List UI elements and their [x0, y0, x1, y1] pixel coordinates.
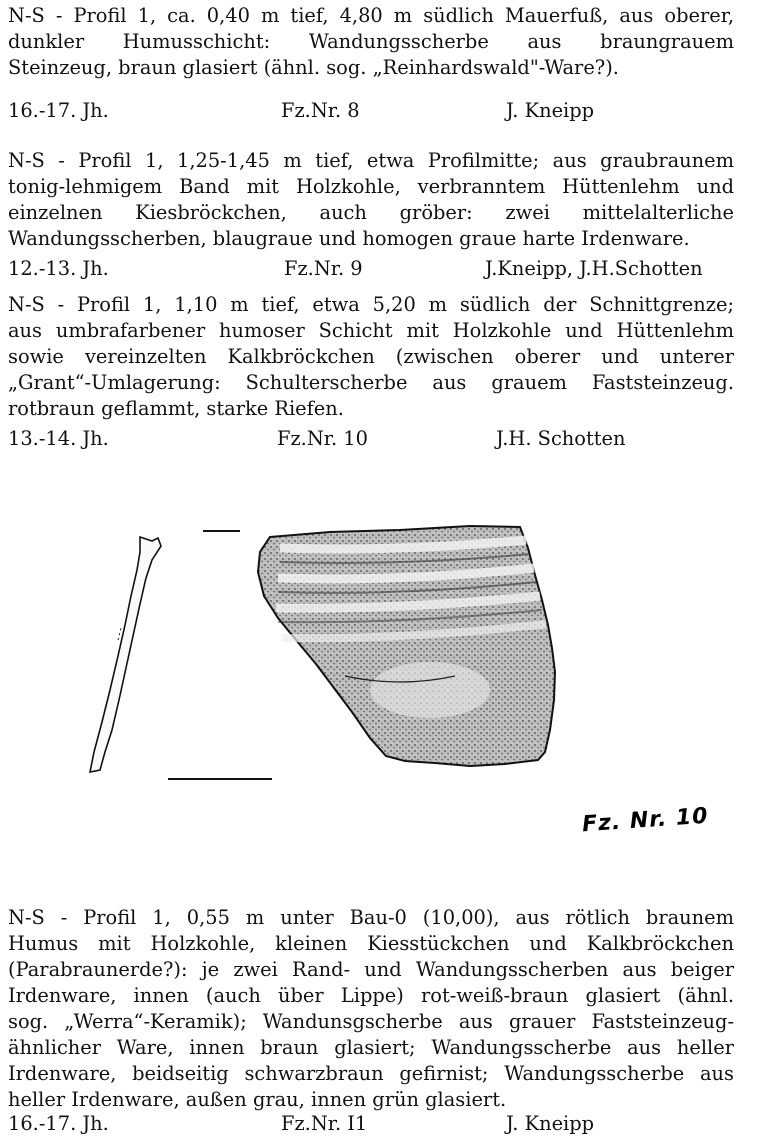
entry-1-author: J. Kneipp [506, 99, 595, 122]
entry-2-author: J.Kneipp, J.H.Schotten [485, 257, 703, 280]
entry-3-date: 13.-14. Jh. [8, 427, 109, 450]
entry-2-line-4: Wandungsscherben, blaugraue und homogen graue harte Irdenware. [8, 227, 690, 250]
entry-3-meta [8, 426, 748, 452]
entry-3-line-4: „Grant“-Umlagerung: Schulterscherbe aus grauem Faststeinzeug. [8, 371, 734, 394]
entry-2-fz: Fz.Nr. 9 [284, 257, 363, 280]
entry-3-line-3: sowie vereinzelten Kalkbröckchen (zwischen oberer und unterer [8, 345, 734, 368]
entry-3-fz: Fz.Nr. 10 [277, 427, 368, 450]
entry-4-line-6: ähnlicher Ware, innen braun glasiert; Wandungsscherbe aus heller [8, 1036, 734, 1059]
entry-4-text [8, 905, 734, 1113]
entry-4-line-4: Irdenware, innen (auch über Lippe) rot-weiß-braun glasiert (ähnl. [8, 984, 734, 1007]
entry-2-line-2: tonig-lehmigem Band mit Holzkohle, verbranntem Hüttenlehm und [8, 175, 734, 198]
sherd-drawing-figure [0, 500, 768, 860]
entry-4-fz: Fz.Nr. I1 [281, 1112, 368, 1135]
handwritten-find-number: Fz. Nr. 10 [581, 803, 710, 838]
sherd-drawing [0, 500, 768, 860]
entry-3-line-2: aus umbrafarbener humoser Schicht mit Holzkohle und Hüttenlehm [8, 319, 734, 342]
entry-1-meta [8, 98, 748, 124]
entry-2-line-1: N-S - Profil 1, 1,25-1,45 m tief, etwa Profilmitte; aus graubraunem [8, 149, 734, 172]
entry-1-line-1: N-S - Profil 1, ca. 0,40 m tief, 4,80 m südlich Mauerfuß, aus oberer, [8, 4, 734, 27]
entry-4-line-3: (Parabraunerde?): je zwei Rand- und Wandungsscherben aus beiger [8, 958, 734, 981]
entry-1-date: 16.-17. Jh. [8, 99, 109, 122]
entry-4-date: 16.-17. Jh. [8, 1112, 109, 1135]
entry-4-author: J. Kneipp [506, 1112, 595, 1135]
entry-3-line-1: N-S - Profil 1, 1,10 m tief, etwa 5,20 m südlich der Schnittgrenze; [8, 293, 734, 316]
entry-2-text [8, 148, 734, 252]
entry-4-meta [8, 1111, 748, 1137]
entry-1-fz: Fz.Nr. 8 [281, 99, 360, 122]
entry-4-line-8: heller Irdenware, außen grau, innen grün glasiert. [8, 1088, 507, 1111]
entry-4-line-2: Humus mit Holzkohle, kleinen Kiesstückchen und Kalkbröckchen [8, 932, 734, 955]
entry-1-text [8, 3, 734, 81]
entry-3-author: J.H. Schotten [496, 427, 626, 450]
entry-2-meta [8, 256, 748, 282]
entry-4-line-1: N-S - Profil 1, 0,55 m unter Bau-0 (10,00), aus rötlich braunem [8, 906, 734, 929]
entry-1-line-3: Steinzeug, braun glasiert (ähnl. sog. „Reinhardswald"-Ware?). [8, 56, 619, 79]
entry-3-text [8, 292, 734, 422]
entry-2-line-3: einzelnen Kiesbröckchen, auch gröber: zwei mittelalterliche [8, 201, 734, 224]
entry-1-line-2: dunkler Humusschicht: Wandungsscherbe aus braungrauem [8, 30, 734, 53]
entry-4-line-7: Irdenware, beidseitig schwarzbraun gefirnist; Wandungsscherbe aus [8, 1062, 734, 1085]
entry-3-line-5: rotbraun geflammt, starke Riefen. [8, 397, 344, 420]
profile-section [90, 537, 161, 772]
entry-4-line-5: sog. „Werra“-Keramik); Wandunsgscherbe aus grauer Faststeinzeug- [8, 1010, 734, 1033]
entry-2-date: 12.-13. Jh. [8, 257, 109, 280]
